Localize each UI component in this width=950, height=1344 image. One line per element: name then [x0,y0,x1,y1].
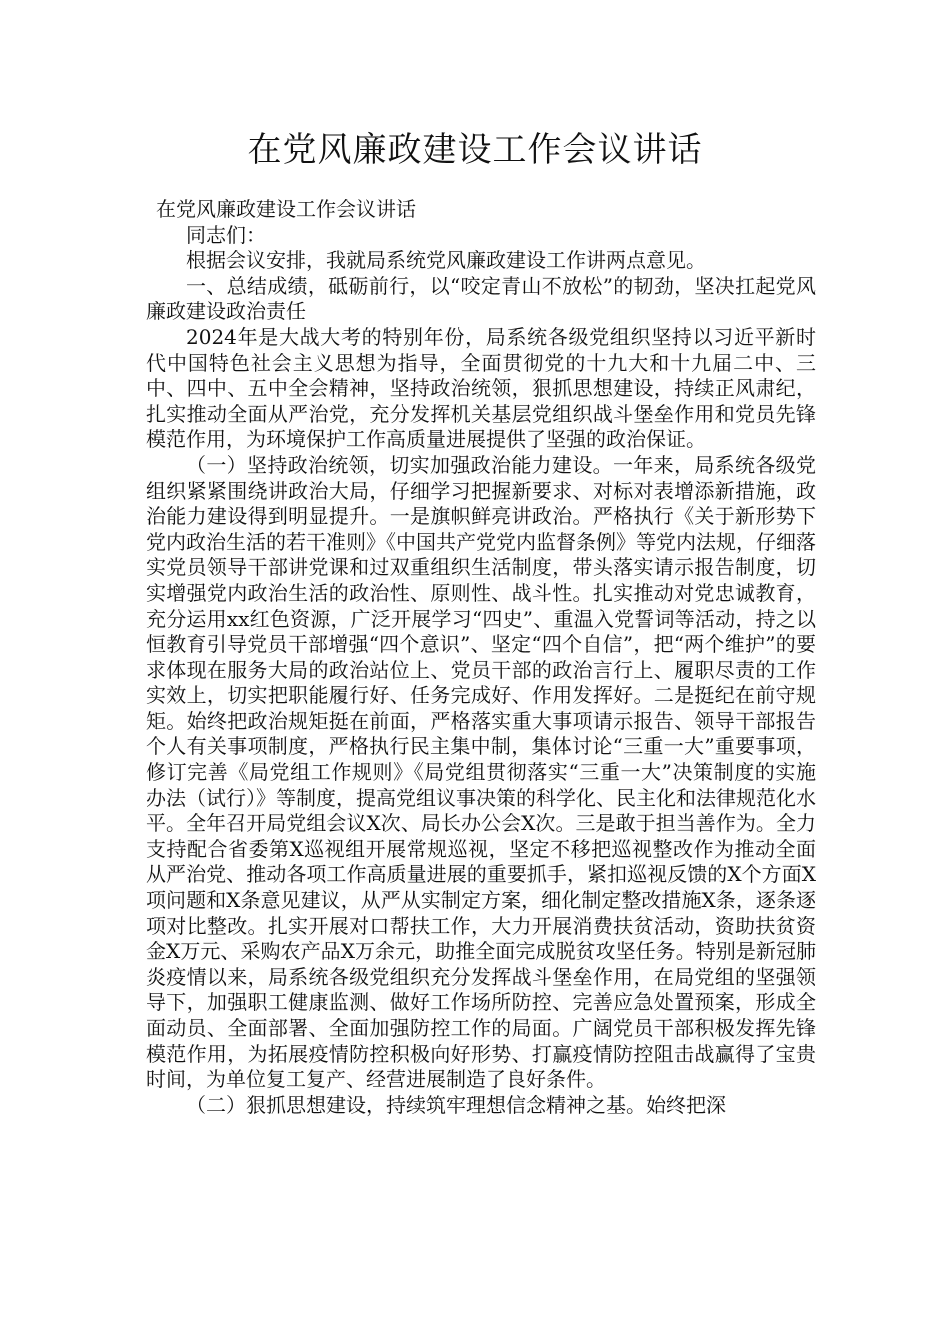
section-heading-1: 一、总结成绩，砥砺前行，以“咬定青山不放松”的韧劲，坚决扛起党风廉政建设政治责任 [146,273,816,324]
body-subtitle: 在党风廉政建设工作会议讲话 [156,197,416,221]
document-body [146,197,816,1118]
subsection-2-paragraph: （二）狠抓思想建设，持续筑牢理想信念精神之基。始终把深 [186,1092,726,1117]
greeting-paragraph: 同志们： [186,222,266,247]
intro-paragraph: 根据会议安排，我就局系统党风廉政建设工作讲两点意见。 [186,248,706,273]
document-title: 在党风廉政建设工作会议讲话 [247,130,703,170]
subsection-1-paragraph: （一）坚持政治统领，切实加强政治能力建设。一年来，局系统各级党组织紧紧围绕讲政治大局，仔细学习把握新要求、对标对表增添新措施，政治能力建设得到明显提升。一是旗帜鲜亮讲政治。严格执行《关于新形势下党内政治生活的若干准则》《中国共产党党内监督条例》等党内法规，仔细落实党员领导干部讲党课和过双重组织生活制度，带头落实请示报告制度，切实增强党内政治生活的政治性、原则性、战斗性。扎实推动对党忠诚教育，充分运用xx红色资源，广泛开展学习“四史”、重温入党誓词等活动，持之以恒教育引导党员干部增强“四个意识”、坚定“四个自信”，把“两个维护”的要求体现在服务大局的政治站位上、党员干部的政治言行上、履职尽责的工作实效上，切实把职能履行好、任务完成好、作用发挥好。二是挺纪在前守规矩。始终把政治规矩挺在前面，严格落实重大事项请示报告、领导干部报告个人有关事项制度，严格执行民主集中制，集体讨论“三重一大”重要事项，修订完善《局党组工作规则》《局党组贯彻落实“三重一大”决策制度的实施办法（试行）》等制度，提高党组议事决策的科学化、民主化和法律规范化水平。全年召开局党组会议X次、局长办公会X次。三是敢于担当善作为。全力支持配合省委第X巡视组开展常规巡视，坚定不移把巡视整改作为推动全面从严治党、推动各项工作高质量进展的重要抓手，紧扣巡视反馈的X个方面X项问题和X条意见建议，从严从实制定方案，细化制定整改措施X条，逐条逐项对比整改。扎实开展对口帮扶工作，大力开展消费扶贫活动，资助扶贫资金X万元、采购农产品X万余元，助推全面完成脱贫攻坚任务。特别是新冠肺炎疫情以来，局系统各级党组织充分发挥战斗堡垒作用，在局党组的坚强领导下，加强职工健康监测、做好工作场所防控、完善应急处置预案，形成全面动员、全面部署、全面加强防控工作的局面。广阔党员干部积极发挥先锋模范作用，为拓展疫情防控积极向好形势、打赢疫情防控阻击战赢得了宝贵时间，为单位复工复产、经营进展制造了良好条件。 [146,452,816,1092]
summary-paragraph: 2024年是大战大考的特别年份，局系统各级党组织坚持以习近平新时代中国特色社会主义思想为指导，全面贯彻党的十九大和十九届二中、三中、四中、五中全会精神，坚持政治统领，狠抓思想建设，持续正风肃纪，扎实推动全面从严治党，充分发挥机关基层党组织战斗堡垒作用和党员先锋模范作用，为环境保护工作高质量进展提供了坚强的政治保证。 [146,324,816,452]
